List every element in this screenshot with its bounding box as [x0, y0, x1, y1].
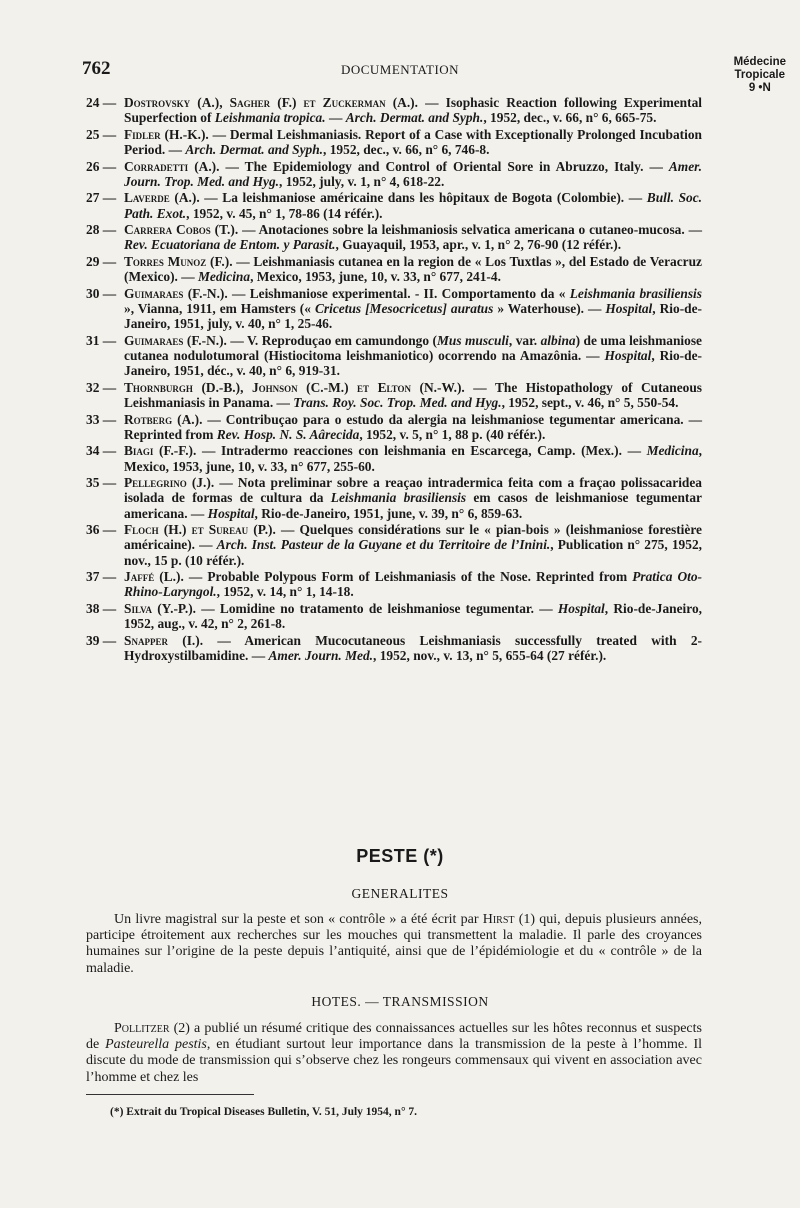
text-run: , Mexico, 1953, june, 10, v. 33, n° 677, 255-60.	[124, 443, 702, 474]
reference-number: 25 —	[86, 126, 117, 142]
text-run: — Lomidine no tratamento de leishmaniose tegumentar. —	[196, 600, 558, 616]
text-run: — La leishmaniose américaine dans les hôpitaux de Bogota (Colombie). —	[199, 190, 647, 206]
reference-entry	[86, 633, 702, 663]
text-run: Un livre magistral sur la peste et son « contrôle » a été écrit par	[114, 912, 483, 927]
running-head: DOCUMENTATION	[340, 62, 460, 77]
paragraph-hotes-transmission	[86, 1021, 702, 1086]
reference-entry	[86, 190, 702, 220]
reference-entry	[86, 254, 702, 284]
text-run: , Rio-de-Janeiro, 1951, july, v. 40, n° 1, 25-46.	[124, 300, 703, 332]
text-run: —	[325, 110, 346, 126]
reference-number: 24 —	[86, 95, 117, 110]
author-name: Guimaraes (F.-N.).	[124, 285, 228, 301]
reference-entry	[86, 222, 702, 252]
author-name: Torres Munoz (F.).	[124, 253, 233, 269]
text-run: — Anotaciones sobre la leishmaniosis selvatica americana o cutaneo-mucosa. —	[238, 222, 702, 238]
italic-text: albina	[540, 332, 576, 348]
text-run: , 1952, v. 14, n° 1, 14-18.	[216, 584, 354, 600]
text-run: — American Mucocutaneous Leishmaniasis successfully treated with 2-Hydroxystilbamidine. —	[124, 632, 702, 663]
text-run: », Vianna, 1911, em Hamsters («	[124, 300, 315, 316]
italic-text: Amer. Journ. Trop. Med. and Hyg.	[124, 158, 702, 189]
italic-text: Arch. Inst. Pasteur de la Guyane et du Territoire de l’Inini.	[216, 537, 551, 553]
journal-tag-line: Tropicale	[734, 69, 786, 81]
text-run: , 1952, july, v. 1, n° 4, 618-22.	[279, 173, 445, 189]
reference-entry	[86, 159, 702, 189]
subheading-hotes-transmission: HOTES. — TRANSMISSION	[311, 994, 489, 1009]
text-run: , 1952, dec., v. 66, n° 6, 746-8.	[323, 142, 490, 157]
journal-tag	[734, 56, 786, 95]
italic-text: Trans. Roy. Soc. Trop. Med. and Hyg.	[293, 394, 502, 410]
reference-entry	[86, 333, 702, 379]
author-name: Floch (H.) et Sureau (P.).	[124, 522, 276, 538]
text-run: — Probable Polypous Form of Leishmaniasis of the Nose. Reprinted from	[183, 569, 633, 585]
author-name: Pollitzer	[114, 1021, 170, 1036]
reference-entry	[86, 569, 702, 599]
reference-number: 32 —	[86, 379, 117, 395]
reference-number: 28 —	[86, 222, 117, 238]
reference-entry	[86, 522, 702, 568]
italic-text: Amer. Journ. Med.	[268, 647, 374, 663]
author-name: Hirst	[482, 912, 515, 927]
reference-number: 38 —	[86, 600, 117, 616]
reference-number: 37 —	[86, 569, 117, 585]
italic-text: Pratica Oto-Rhino-Laryngol.	[124, 569, 703, 600]
reference-list	[86, 95, 702, 665]
author-name: Snapper (I.).	[124, 632, 204, 648]
reference-entry	[86, 412, 702, 442]
italic-text: Rev. Hosp. N. S. Aârecida	[216, 426, 360, 442]
author-name: Rotberg (A.).	[124, 411, 203, 427]
reference-number: 27 —	[86, 190, 117, 206]
text-run: — Contribuçao para o estudo da alergia na leishmaniose tegumentar americana. — Reprinted from	[124, 411, 702, 442]
author-name: Biagi (F.-F.).	[124, 443, 197, 459]
author-name: Guimaraes (F.-N.).	[124, 332, 227, 348]
text-run: (1) qui, depuis plusieurs années, participe étroitement aux recherches sur les mouches qui transmettent la maladie. Il parle des croyances humaines sur l’origine de la peste depuis l’antiquité, ainsi que de l’épidémiologie et du « contrôle » de la maladie.	[86, 912, 702, 976]
italic-text: Mus musculi	[436, 332, 509, 348]
italic-text: Hospital	[605, 300, 653, 316]
text-run: , Guayaquil, 1953, apr., v. 1, n° 2, 76-90 (12 référ.).	[335, 237, 622, 253]
author-name: Carrera Cobos (T.).	[124, 222, 239, 238]
reference-entry	[86, 95, 702, 125]
text-run: — Leishmaniose experimental. - II. Comportamento da «	[227, 285, 570, 301]
text-run: — Leishmaniasis cutanea en la region de « Los Tuxtlas », del Estado de Veracruz (Mexico). —	[124, 253, 702, 285]
text-run: , Publication n° 275, 1952, nov., 15 p. (10 référ.).	[124, 537, 702, 568]
reference-entry	[86, 286, 702, 332]
author-name: Silva (Y.-P.).	[124, 600, 197, 616]
reference-number: 34 —	[86, 443, 117, 459]
italic-text: Hospital	[207, 505, 255, 521]
text-run: , 1952, dec., v. 66, n° 6, 665-75.	[483, 110, 657, 126]
section-title: PESTE (*)	[356, 846, 444, 866]
reference-number: 29 —	[86, 253, 117, 269]
italic-text: Cricetus [Mesocricetus] auratus	[314, 300, 494, 316]
author-name: Thornburgh (D.-B.), Johnson (C.-M.) et Elton (N.-W.).	[124, 379, 465, 395]
text-run: em casos de leishmaniose tegumentar americana. —	[124, 490, 702, 521]
reference-number: 33 —	[86, 411, 117, 427]
text-run: , en étudiant surtout leur importance dans la transmission de la peste à l’homme. Il discute du mode de transmission qui s’observe chez les rongeurs commensaux qui vivent en association avec l’homme et chez les	[86, 1037, 702, 1085]
author-name: Laverde (A.).	[124, 190, 200, 206]
reference-entry	[86, 443, 702, 473]
text-run: — Nota preliminar sobre a reaçao intradermica feita com a fraçao polissacaridea isolada de formas de cultura da	[124, 475, 702, 506]
text-run: , Rio-de-Janeiro, 1952, aug., v. 42, n° 2, 261-8.	[124, 600, 702, 632]
italic-text: Bull. Soc. Path. Exot.	[124, 190, 702, 221]
text-run: » Waterhouse). —	[493, 300, 606, 316]
text-run: , Rio-de-Janeiro, 1951, déc., v. 40, n° 6, 919-31.	[124, 347, 702, 379]
reference-entry	[86, 380, 702, 410]
italic-text: Leishmania brasiliensis	[569, 285, 702, 301]
reference-number: 26 —	[86, 158, 117, 174]
author-name: Fidler (H.-K.).	[124, 126, 209, 142]
text-run: — The Epidemiology and Control of Oriental Sore in Abruzzo, Italy. —	[219, 158, 669, 174]
text-run: , 1952, sept., v. 46, n° 5, 550-54.	[501, 394, 679, 410]
reference-number: 36 —	[86, 522, 117, 538]
italic-text: Rev. Ecuatoriana de Entom. y Parasit.	[124, 237, 336, 253]
italic-text: Leishmania brasiliensis	[330, 490, 467, 506]
italic-text: Hospital	[604, 347, 652, 363]
text-run: , var.	[508, 332, 541, 348]
author-name: Jaffé (L.).	[124, 569, 184, 585]
text-run: — Quelques considérations sur le « pian-bois » (leishmaniose forestière américaine). —	[124, 522, 702, 553]
text-run: (2) a publié un résumé critique des connaissances actuelles sur les hôtes reconnus et suspects de	[86, 1021, 702, 1053]
text-run: — Isophasic Reaction following Experimental Superfection of	[124, 95, 703, 126]
text-run: , Rio-de-Janeiro, 1951, june, v. 39, n° 6, 859-63.	[254, 505, 523, 521]
reference-number: 31 —	[86, 332, 117, 348]
reference-entry	[86, 601, 702, 631]
text-run: — Intradermo reacciones con leishmania en Escarcega, Camp. (Mex.). —	[196, 443, 647, 459]
author-name: Dostrovsky (A.), Sagher (F.) et Zuckerman (A.).	[124, 95, 418, 110]
italic-text: Hospital	[557, 600, 605, 616]
italic-text: Arch. Dermat. and Syph.	[185, 142, 324, 157]
journal-tag-line: Médecine	[733, 56, 786, 68]
footnote-rule	[86, 1094, 254, 1095]
text-run: — The Histopathology of Cutaneous Leishmaniasis in Panama. —	[124, 379, 702, 410]
paragraph-generalites	[86, 912, 702, 977]
text-run: ) de uma leishmaniose cutanea nodulotumoral (Histiocitoma leishmaniotico) ocorrendo na Amazônia. —	[124, 332, 702, 363]
reference-number: 30 —	[86, 285, 117, 301]
italic-text: Medicina	[646, 443, 699, 459]
italic-text: Leishmania tropica.	[214, 110, 326, 126]
text-run: — V. Reproduçao em camundongo (	[226, 332, 437, 348]
reference-number: 35 —	[86, 475, 117, 491]
italic-text: Arch. Dermat. and Syph.	[345, 110, 484, 126]
reference-entry	[86, 475, 702, 521]
reference-number: 39 —	[86, 632, 117, 648]
text-run: , 1952, v. 45, n° 1, 78-86 (14 référ.).	[186, 205, 383, 221]
footnote: (*) Extrait du Tropical Diseases Bulletin, V. 51, July 1954, n° 7.	[110, 1106, 418, 1118]
text-run: , 1952, v. 5, n° 1, 88 p. (40 référ.).	[359, 426, 546, 442]
page-number: 762	[82, 58, 111, 79]
text-run: — Dermal Leishmaniasis. Report of a Case with Exceptionally Prolonged Incubation Period. —	[124, 126, 702, 157]
text-run: , 1952, nov., v. 13, n° 5, 655-64 (27 référ.).	[373, 647, 607, 663]
italic-text: Pasteurella pestis	[105, 1037, 207, 1053]
author-name: Corradetti (A.).	[124, 158, 220, 174]
text-run: , Mexico, 1953, june, 10, v. 33, n° 677, 241-4.	[250, 269, 501, 285]
author-name: Pellegrino (J.).	[124, 475, 215, 491]
reference-entry	[86, 127, 702, 157]
journal-tag-line: 9 •N	[748, 82, 771, 94]
italic-text: Medicina	[198, 269, 251, 285]
subheading-generalites: GENERALITES	[351, 886, 449, 901]
